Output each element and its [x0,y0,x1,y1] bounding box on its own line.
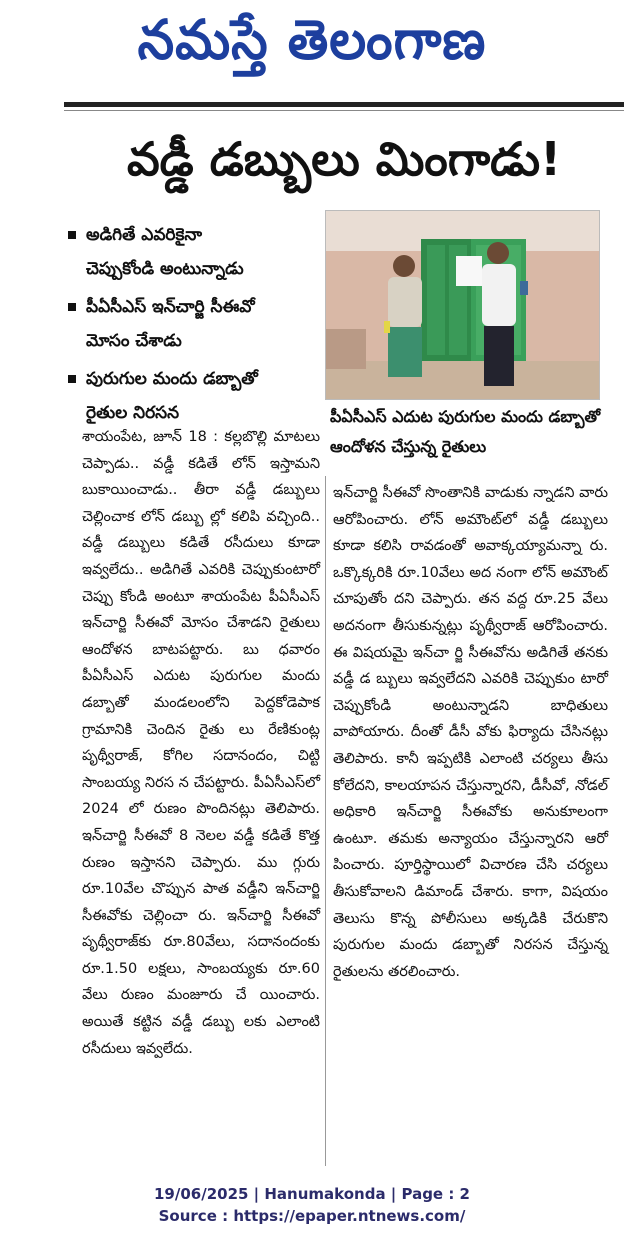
bullet-item [68,218,318,286]
body-text-right: ఇన్‌చార్జి సీఈవో సొంతానికి వాడుకు న్నాడని వారు ఆరోపించారు. లోన్ అమౌంట్‌లో వడ్డీ డబ్బులు కూడా కలిసి రావడంతో అవాక్కయ్యామన్నా రు. ఒక్కొక్కరికి రూ.10వేలు అద నంగా లోన్ అమౌంట్ చూపుతోం దని చెప్పారు. తన వద్ద రూ.25 వేలు అదనంగా తీసుకున్నట్లు పృథ్వీరాజ్ ఆరోపించారు. ఈ విషయమై ఇన్‌చా ర్జి సీఈవోను అడిగితే తనకు వడ్డీ డ బ్బులు ఇవ్వలేదని ఎవరికి చెప్పుకుం టారో చెప్పుకోండి అంటున్నాడని బాధితులు వాపోయారు. దీంతో డీసీ వోకు ఫిర్యాదు చేసినట్లు తెలిపారు. కానీ ఇప్పటికి ఎలాంటి చర్యలు తీసు కోలేదని, కాలయాపన చేస్తున్నారని, డీసీవో, నోడల్ అధికారి ఇన్‌చార్జి సీఈవోకు అనుకూలంగా ఉంటూ. తమకు అన్యాయం చేస్తున్నారని ఆరో పించారు. పూర్తిస్థాయిలో విచారణ చేసి చర్యలు తీసుకోవాలని డిమాండ్ చేశారు. కాగా, విషయం తెలుసు కొన్న పోలీసులు అక్కడికి చేరుకొని పురుగుల మందు డబ్బాతో నిరసన చేస్తున్న రైతులను తరలించారు. [333,485,608,980]
masthead-rule [64,102,624,107]
bullet-item [68,362,318,430]
bullet-square-icon [68,375,76,383]
bullet-square-icon [68,231,76,239]
news-photo [325,210,600,400]
protest-photo-illustration [326,211,599,399]
bullet-line: చెప్పుకోండి అంటున్నాడు [86,259,244,279]
highlight-bullets [68,218,318,434]
article-body-left [82,424,320,1062]
bullet-line: రైతుల నిరసన [86,403,180,423]
photo-caption: పీఏసీఎస్ ఎదుట పురుగుల మందు డబ్బాతో ఆందోళన చేస్తున్న రైతులు [330,407,601,456]
bullet-line: అడిగితే ఎవరికైనా [86,225,203,245]
masthead-rule-thin [64,110,624,111]
article-headline: వడ్డీ డబ్బులు మింగాడు! [126,132,562,186]
footer-source-link[interactable]: Source : https://epaper.ntnews.com/ [158,1207,466,1225]
bullet-square-icon [68,303,76,311]
column-divider [325,476,326,1166]
bullet-line: మోసం చేశాడు [86,331,182,351]
newspaper-title: నమస్తే తెలంగాణ [137,9,487,73]
article-body-right [333,480,608,985]
body-text-left: శాయంపేట, జూన్ 18 : కల్లబొల్లి మాటలు చెప్పాడు.. వడ్డీ కడితే లోన్ ఇస్తామని బుకాయించాడు.. తీరా వడ్డీ డబ్బులు చెల్లించాక లోన్ డబ్బు ల్లో కలిపి వచ్చింది.. వడ్డీ డబ్బులు కడితే రసీదులు కూడా ఇవ్వలేదు.. అడిగితే ఎవరికి చెప్పుకుంటారో చెప్పు కోండి అంటూ శాయంపేట పీఏసీఎస్ ఇన్‌చార్జి సీఈవో మోసం చేశాడని రైతులు ఆందోళన బాటపట్టారు. బు ధవారం పీఏసీఎస్ ఎదుట పురుగుల మందు డబ్బాతో మండలంలోని పెద్దకోడెపాక గ్రామానికి చెందిన రైతు లు రేణికుంట్ల పృథ్వీరాజ్, కోగిల సదానందం, చిట్టి సాంబయ్య నిరస న చేపట్టారు. పీఏసీఎస్‌లో 2024 లో రుణం పొందినట్లు తెలిపారు. ఇన్‌చార్జి సీఈవో 8 నెలల వడ్డీ కడితే కొత్త రుణం ఇస్తానని చెప్పారు. ము గ్గురు రూ.10వేల చొప్పున పాత వడ్డీని ఇన్‌చార్జి సీఈవోకు చెల్లించా రు. ఇన్‌చార్జి సీఈవో పృథ్వీరాజ్‌కు రూ.80వేలు, సదానందంకు రూ.1.50 లక్షలు, సాంబయ్యకు రూ.60 వేలు రుణం మంజూరు చే యించారు. అయితే కట్టిన వడ్డీ డబ్బు లకు ఎలాంటి రసీదులు ఇవ్వలేదు. [82,429,320,1057]
bullet-line: పురుగుల మందు డబ్బాతో [86,369,258,389]
bullet-item [68,290,318,358]
masthead [0,0,624,95]
footer-date-edition: 19/06/2025 | Hanumakonda | Page : 2 [153,1185,470,1203]
bullet-line: పీఏసీఎస్ ఇన్‌చార్జి సీఈవో [86,297,255,317]
footer [0,1183,624,1227]
